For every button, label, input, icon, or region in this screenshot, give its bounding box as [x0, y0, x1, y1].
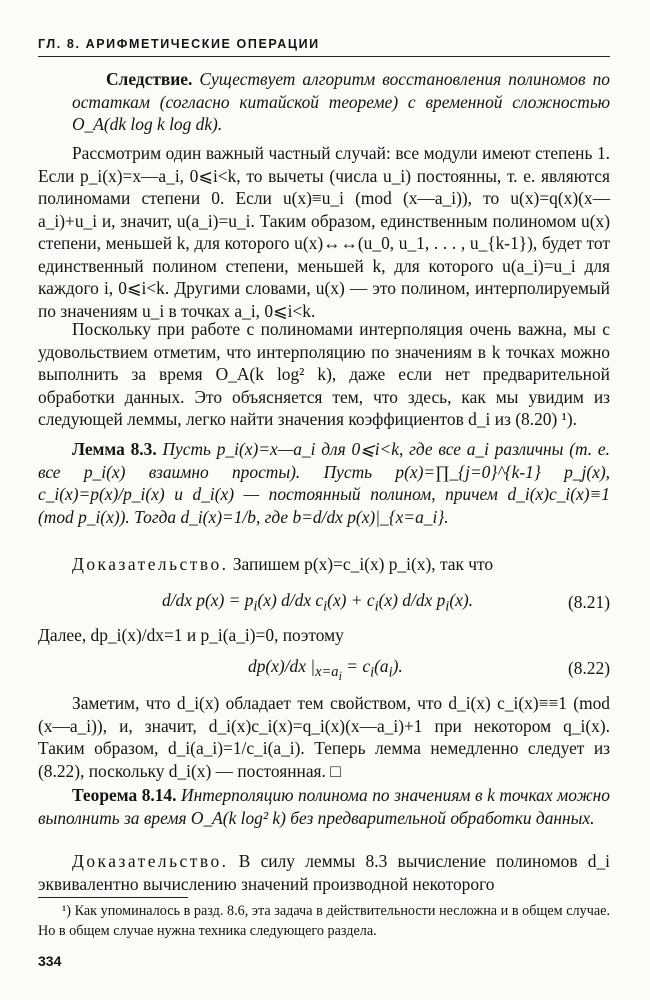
proof-label: Доказательство.	[72, 554, 229, 574]
proof-lemma	[38, 553, 610, 576]
equation-8-22: dp(x)/dx $|_{x=a_i} = c_i(a_i)$.	[248, 656, 403, 684]
theorem-label: Теорема 8.14.	[72, 785, 177, 805]
lemma-label: Лемма 8.3.	[72, 439, 157, 459]
line-after-8-21: Далее, dp_i(x)/dx=1 и p_i(a_i)=0, поэтому	[38, 625, 344, 645]
page-number: 334	[38, 953, 62, 969]
proof-theorem	[38, 850, 610, 895]
paragraph-interpolation: Поскольку при работе с полиномами интерполяция очень важна, мы с удовольствием отметим, что интерполяцию по значениям в k точках можно выполнить за время O_A(k log² k), даже если нет предварительной обработки данных. Это объясняется тем, что здесь, как мы увидим из следующей леммы, легко найти значения коэффициентов d_i из (8.20) ¹).	[38, 319, 610, 429]
equation-8-21: d/dx $p(x) = p_i(x)$ d/dx $c_i(x) + c_i(x)$ d/dx $p_i(x)$.	[162, 590, 473, 615]
corollary	[72, 68, 610, 136]
footnote: ¹) Как упоминалось в разд. 8.6, эта задача в действительности несложна и в общем случае. Но в общем случае нужна техника следующего раздела.	[38, 903, 610, 939]
lemma-text: Пусть p_i(x)=x—a_i для 0⩽i<k, где все a_i различны (т. е. все p_i(x) взаимно просты). Пусть p(x)=∏_{j=0}^{k-1} p_j(x), c_i(x)=p(x)/p_i(x) и d_i(x) — постоянный полином, причем d_i(x)c_i(x)≡1 (mod p_i(x)). Тогда d_i(x)=1/b, где b=d/dx p(x)|_{x=a_i}.	[38, 439, 610, 527]
equation-number-8-22: (8.22)	[567, 658, 610, 678]
paragraph-after-8-22	[38, 692, 610, 782]
footnote-rule	[38, 897, 188, 898]
proof-text: Запишем p(x)=c_i(x) p_i(x), так что	[232, 554, 494, 574]
header-rule	[38, 56, 610, 57]
running-header: ГЛ. 8. АРИФМЕТИЧЕСКИЕ ОПЕРАЦИИ	[38, 37, 320, 51]
theorem-8-14	[38, 784, 610, 829]
paragraph-special-case: Рассмотрим один важный частный случай: все модули имеют степень 1. Если p_i(x)=x—a_i, 0⩽i<k, то вычеты (числа u_i) постоянны, т. е. являются полиномами степени 0. Если u(x)≡u_i (mod (x—a_i)), то u(x)=q(x)(x—a_i)+u_i и, значит, u(a_i)=u_i. Таким образом, единственным полиномом u(x) степени, меньшей k, для которого u(x)↔↔(u_0, u_1, . . . , u_{k-1}), будет тот единственный полином степени, меньшей k, для которого u(a_i)=u_i для каждого i, 0⩽i<k. Другими словами, u(x) — это полином, интерполируемый по значениям u_i в точках a_i, 0⩽i<k.	[38, 143, 610, 321]
proof2-text: В силу леммы 8.3 вычисление полиномов d_i эквивалентно вычислению значений производной некоторого	[38, 851, 610, 894]
lemma-8-3	[38, 438, 610, 528]
corollary-label: Следствие.	[106, 69, 193, 89]
proof2-label: Доказательство.	[72, 851, 229, 871]
theorem-text: Интерполяцию полинома по значениям в k точках можно выполнить за время O_A(k log² k) без предварительной обработки данных.	[38, 785, 610, 828]
corollary-text: Существует алгоритм восстановления полиномов по остаткам (согласно китайской теореме) с временной сложностью O_A(dk log k log dk).	[72, 69, 610, 134]
qed-mark: □	[330, 760, 341, 781]
remark-text: Заметим, что d_i(x) обладает тем свойством, что d_i(x) c_i(x)≡≡1 (mod (x—a_i)), и, значит, d_i(x)c_i(x)=q_i(x)(x—a_i)+1 при некотором q_i(x). Таким образом, d_i(a_i)=1/c_i(a_i). Теперь лемма немедленно следует из (8.22), поскольку d_i(x) — постоянная.	[38, 693, 610, 781]
equation-number-8-21: (8.21)	[567, 592, 610, 612]
